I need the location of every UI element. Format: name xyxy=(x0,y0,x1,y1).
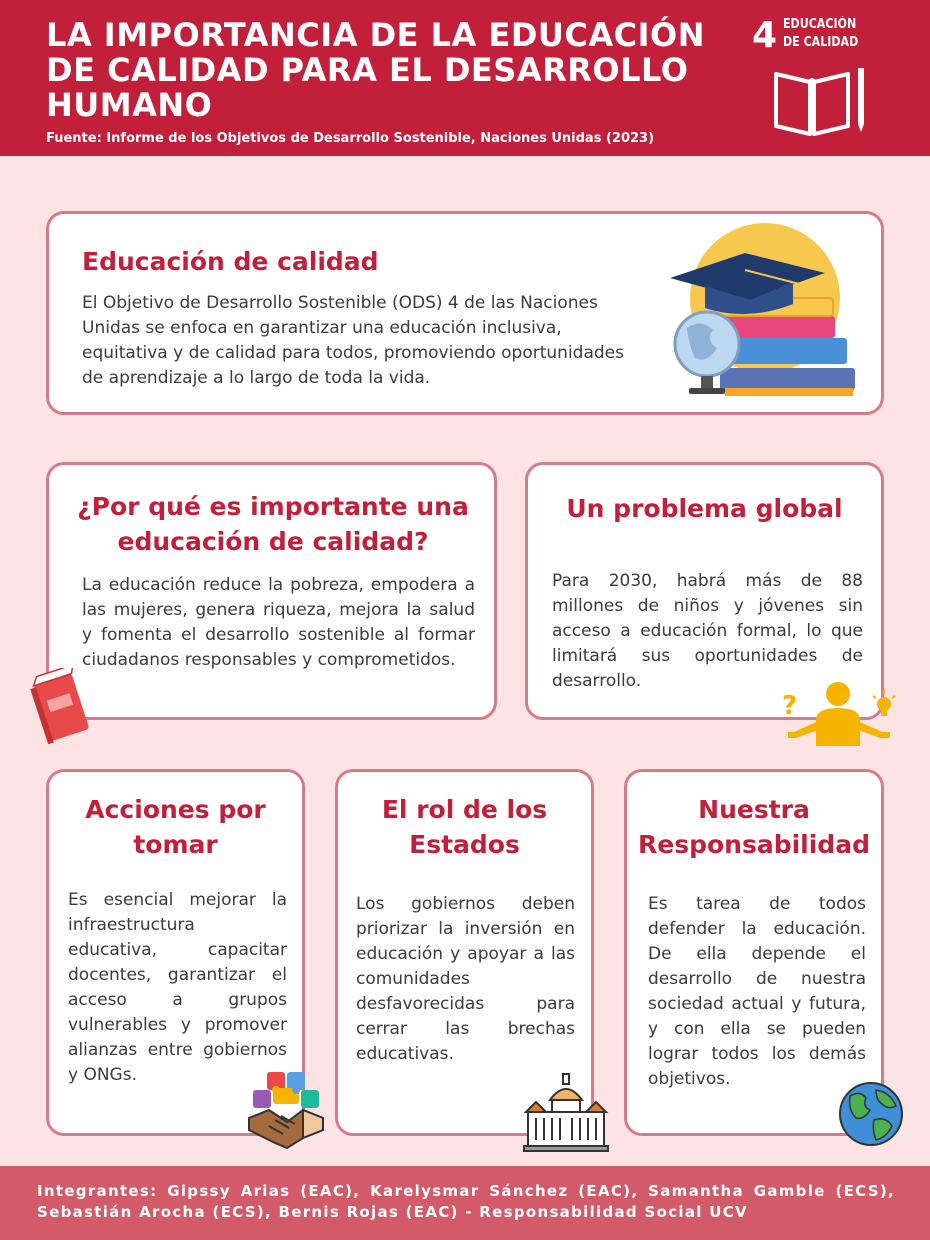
why-text: La educación reduce la pobreza, empodera a las mujeres, genera riqueza, mejora la salud y fomenta el desarrollo sostenible al formar ciudadanos responsables y comprometidos. xyxy=(82,575,475,670)
footer-credits xyxy=(0,1166,930,1240)
sdg-label-line1: EDUCACIÓN xyxy=(783,17,857,32)
earth-globe-icon xyxy=(836,1080,906,1148)
problem-heading: Un problema global xyxy=(566,494,843,523)
why-important-card xyxy=(46,462,497,720)
states-text: Los gobiernos deben priorizar la inversión en educación y apoyar a las comunidades desfavorecidas para cerrar las brechas educativas. xyxy=(356,894,575,1064)
book-pencil-icon xyxy=(772,64,868,140)
why-heading: ¿Por qué es importante una educación de calidad? xyxy=(77,492,469,556)
sdg-number: 4 xyxy=(752,15,778,56)
responsibility-heading: Nuestra Responsabilidad xyxy=(638,795,870,859)
person-question-idea-icon xyxy=(778,678,898,746)
page-title: LA IMPORTANCIA DE LA EDUCACIÓN DE CALIDAD PARA EL DESARROLLO HUMANO xyxy=(46,16,705,124)
svg-text:?: ? xyxy=(782,691,798,721)
actions-text: Es esencial mejorar la infraestructura educativa, capacitar docentes, garantizar el acceso a grupos vulnerables y promover alianzas entre gobiernos y ONGs. xyxy=(68,890,287,1085)
states-heading: El rol de los Estados xyxy=(381,795,548,859)
actions-heading: Acciones por tomar xyxy=(85,795,266,859)
capitol-building-icon xyxy=(522,1072,610,1152)
responsibility-text: Es tarea de todos defender la educación. De ella depende el desarrollo de nuestra sociedad actual y futura, y con ella se pueden lograr todos los demás objetivos. xyxy=(648,894,866,1089)
sdg-label-line2: DE CALIDAD xyxy=(783,35,859,50)
team-members: Integrantes: Gipssy Arias (EAC), Karelysmar Sánchez (EAC), Samantha Gamble (ECS), Sebastián Arocha (ECS), Bernis Rojas (EAC) - Responsabilidad Social UCV xyxy=(37,1182,895,1221)
sdg-label xyxy=(783,16,858,52)
red-book-icon xyxy=(30,668,96,750)
handshake-puzzle-icon xyxy=(243,1068,329,1154)
source-citation: Fuente: Informe de los Objetivos de Desarrollo Sostenible, Naciones Unidas (2023) xyxy=(46,131,655,146)
intro-text: El Objetivo de Desarrollo Sostenible (ODS) 4 de las Naciones Unidas se enfoca en garantizar una educación inclusiva, equitativa y de calidad para todos, promoviendo oportunidades de aprendizaje a lo largo de toda la vida. xyxy=(82,293,624,388)
sdg-4-badge xyxy=(752,12,872,142)
header-banner xyxy=(0,0,930,156)
problem-text: Para 2030, habrá más de 88 millones de niños y jóvenes sin acceso a educación formal, lo que limitará sus oportunidades de desarrollo. xyxy=(552,571,863,691)
intro-heading: Educación de calidad xyxy=(82,247,379,276)
graduation-cap-books-globe-illustration xyxy=(665,218,860,408)
